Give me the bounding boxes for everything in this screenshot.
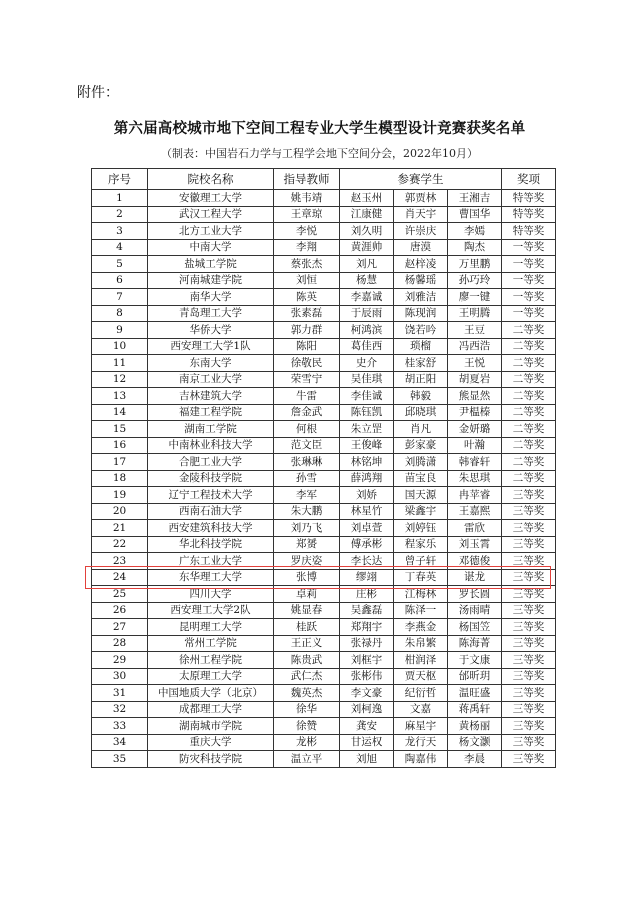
cell-number: 6 <box>92 272 148 289</box>
cell-university: 东南大学 <box>148 355 274 372</box>
cell-number: 11 <box>92 355 148 372</box>
cell-award: 三等奖 <box>502 487 556 504</box>
cell-number: 28 <box>92 635 148 652</box>
header-number: 序号 <box>92 169 148 190</box>
cell-student: 吴鑫磊 <box>340 602 394 619</box>
cell-student: 朱立罡 <box>340 421 394 438</box>
cell-advisor: 魏英杰 <box>274 685 340 702</box>
cell-student: 琐榴 <box>394 338 448 355</box>
cell-university: 防灾科技学院 <box>148 751 274 768</box>
cell-advisor: 詹金武 <box>274 404 340 421</box>
cell-student: 曹国华 <box>448 206 502 223</box>
cell-advisor: 郑赟 <box>274 536 340 553</box>
cell-student: 肖凡 <box>394 421 448 438</box>
cell-number: 32 <box>92 701 148 718</box>
cell-award: 三等奖 <box>502 734 556 751</box>
cell-number: 13 <box>92 388 148 405</box>
cell-award: 三等奖 <box>502 520 556 537</box>
cell-number: 24 <box>92 569 148 586</box>
cell-student: 缪翊 <box>340 569 394 586</box>
cell-student: 于辰雨 <box>340 305 394 322</box>
cell-student: 罗长圆 <box>448 586 502 603</box>
cell-student: 邰昕玥 <box>448 668 502 685</box>
cell-award: 三等奖 <box>502 685 556 702</box>
header-university: 院校名称 <box>148 169 274 190</box>
cell-student: 李燕金 <box>394 619 448 636</box>
table-row <box>92 305 556 322</box>
cell-university: 成都理工大学 <box>148 701 274 718</box>
table-row <box>92 371 556 388</box>
cell-university: 南华大学 <box>148 289 274 306</box>
cell-student: 刘久明 <box>340 223 394 240</box>
cell-student: 傅承彬 <box>340 536 394 553</box>
cell-student: 王豆 <box>448 322 502 339</box>
cell-number: 7 <box>92 289 148 306</box>
cell-student: 刘娇 <box>340 487 394 504</box>
cell-student: 郭贾林 <box>394 190 448 207</box>
cell-student: 林铭坤 <box>340 454 394 471</box>
cell-advisor: 朱大鹏 <box>274 503 340 520</box>
cell-award: 一等奖 <box>502 305 556 322</box>
cell-advisor: 徐华 <box>274 701 340 718</box>
cell-student: 桂家舒 <box>394 355 448 372</box>
cell-award: 三等奖 <box>502 635 556 652</box>
cell-student: 刘玉霄 <box>448 536 502 553</box>
cell-award: 一等奖 <box>502 239 556 256</box>
cell-student: 杨国笠 <box>448 619 502 636</box>
table-row <box>92 404 556 421</box>
cell-number: 3 <box>92 223 148 240</box>
cell-student: 朱帛繁 <box>394 635 448 652</box>
cell-advisor: 范文臣 <box>274 437 340 454</box>
cell-student: 黄杨丽 <box>448 718 502 735</box>
cell-advisor: 罗庆姿 <box>274 553 340 570</box>
cell-student: 龙行天 <box>394 734 448 751</box>
table-row <box>92 685 556 702</box>
cell-university: 中国地质大学（北京） <box>148 685 274 702</box>
cell-student: 杨文灏 <box>448 734 502 751</box>
cell-award: 二等奖 <box>502 470 556 487</box>
table-row <box>92 553 556 570</box>
cell-student: 饶若吟 <box>394 322 448 339</box>
cell-number: 9 <box>92 322 148 339</box>
cell-student: 冯西浩 <box>448 338 502 355</box>
cell-award: 三等奖 <box>502 586 556 603</box>
cell-student: 温旺盛 <box>448 685 502 702</box>
cell-advisor: 陈贵武 <box>274 652 340 669</box>
cell-student: 刘凡 <box>340 256 394 273</box>
cell-advisor: 卓莉 <box>274 586 340 603</box>
cell-award: 一等奖 <box>502 289 556 306</box>
cell-student: 刘婷钰 <box>394 520 448 537</box>
cell-student: 陶嘉伟 <box>394 751 448 768</box>
cell-advisor: 李军 <box>274 487 340 504</box>
cell-advisor: 龙彬 <box>274 734 340 751</box>
table-row <box>92 503 556 520</box>
table-header-row <box>92 169 556 190</box>
cell-university: 广东工业大学 <box>148 553 274 570</box>
cell-student: 韩毅 <box>394 388 448 405</box>
cell-university: 青岛理工大学 <box>148 305 274 322</box>
cell-number: 22 <box>92 536 148 553</box>
cell-number: 31 <box>92 685 148 702</box>
cell-student: 赵梓凌 <box>394 256 448 273</box>
cell-number: 21 <box>92 520 148 537</box>
cell-student: 李佳诚 <box>340 388 394 405</box>
cell-advisor: 刘乃飞 <box>274 520 340 537</box>
awards-table <box>91 168 556 768</box>
cell-student: 李长达 <box>340 553 394 570</box>
cell-number: 15 <box>92 421 148 438</box>
cell-student: 李晨 <box>448 751 502 768</box>
cell-student: 刘柯逸 <box>340 701 394 718</box>
cell-advisor: 何根 <box>274 421 340 438</box>
cell-student: 刘腾潇 <box>394 454 448 471</box>
cell-university: 昆明理工大学 <box>148 619 274 636</box>
cell-student: 胡正阳 <box>394 371 448 388</box>
cell-award: 三等奖 <box>502 536 556 553</box>
cell-number: 23 <box>92 553 148 570</box>
table-row <box>92 322 556 339</box>
cell-student: 葛佳西 <box>340 338 394 355</box>
cell-number: 12 <box>92 371 148 388</box>
cell-award: 三等奖 <box>502 701 556 718</box>
cell-student: 陈现润 <box>394 305 448 322</box>
cell-advisor: 王正义 <box>274 635 340 652</box>
cell-student: 梁鑫宇 <box>394 503 448 520</box>
cell-student: 麻星宇 <box>394 718 448 735</box>
cell-advisor: 郭力群 <box>274 322 340 339</box>
cell-student: 江康健 <box>340 206 394 223</box>
cell-student: 彭家豪 <box>394 437 448 454</box>
table-row <box>92 206 556 223</box>
cell-advisor: 牛雷 <box>274 388 340 405</box>
cell-award: 三等奖 <box>502 668 556 685</box>
table-row <box>92 520 556 537</box>
header-advisor: 指导教师 <box>274 169 340 190</box>
cell-student: 苗宝良 <box>394 470 448 487</box>
cell-student: 陈钰凯 <box>340 404 394 421</box>
table-row <box>92 470 556 487</box>
cell-student: 蒋禹轩 <box>448 701 502 718</box>
table-row <box>92 338 556 355</box>
table-row <box>92 437 556 454</box>
cell-university: 湖南城市学院 <box>148 718 274 735</box>
cell-university: 常州工学院 <box>148 635 274 652</box>
cell-advisor: 桂跃 <box>274 619 340 636</box>
cell-award: 二等奖 <box>502 388 556 405</box>
cell-award: 三等奖 <box>502 718 556 735</box>
cell-number: 30 <box>92 668 148 685</box>
cell-advisor: 徐赞 <box>274 718 340 735</box>
cell-university: 四川大学 <box>148 586 274 603</box>
cell-award: 一等奖 <box>502 256 556 273</box>
cell-advisor: 张素磊 <box>274 305 340 322</box>
cell-student: 王嘉熙 <box>448 503 502 520</box>
cell-advisor: 蔡张杰 <box>274 256 340 273</box>
document-subtitle: （制表：中国岩石力学与工程学会地下空间分会，2022年10月） <box>161 147 478 160</box>
cell-number: 10 <box>92 338 148 355</box>
cell-student: 孙巧玲 <box>448 272 502 289</box>
cell-university: 武汉工程大学 <box>148 206 274 223</box>
header-students: 参赛学生 <box>340 169 502 190</box>
cell-number: 29 <box>92 652 148 669</box>
cell-student: 胡夏岩 <box>448 371 502 388</box>
cell-student: 肖天宇 <box>394 206 448 223</box>
header-award: 奖项 <box>502 169 556 190</box>
cell-student: 许崇庆 <box>394 223 448 240</box>
table-row <box>92 421 556 438</box>
cell-student: 王悦 <box>448 355 502 372</box>
table-row <box>92 701 556 718</box>
cell-number: 27 <box>92 619 148 636</box>
cell-number: 20 <box>92 503 148 520</box>
cell-university: 福建工程学院 <box>148 404 274 421</box>
cell-advisor: 陈英 <box>274 289 340 306</box>
table-row <box>92 239 556 256</box>
cell-university: 西南石油大学 <box>148 503 274 520</box>
cell-university: 湖南工学院 <box>148 421 274 438</box>
cell-number: 34 <box>92 734 148 751</box>
table-row <box>92 668 556 685</box>
cell-advisor: 陈阳 <box>274 338 340 355</box>
cell-student: 甘运权 <box>340 734 394 751</box>
cell-student: 刘旭 <box>340 751 394 768</box>
cell-advisor: 荣雪宁 <box>274 371 340 388</box>
table-row <box>92 388 556 405</box>
cell-award: 二等奖 <box>502 421 556 438</box>
cell-university: 盐城工学院 <box>148 256 274 273</box>
cell-student: 赵玉州 <box>340 190 394 207</box>
cell-advisor: 武仁杰 <box>274 668 340 685</box>
cell-student: 朱思琪 <box>448 470 502 487</box>
cell-student: 郑翔宇 <box>340 619 394 636</box>
cell-university: 西安理工大学2队 <box>148 602 274 619</box>
cell-number: 18 <box>92 470 148 487</box>
cell-student: 刘框宇 <box>340 652 394 669</box>
cell-advisor: 李悦 <box>274 223 340 240</box>
cell-university: 西安理工大学1队 <box>148 338 274 355</box>
cell-student: 史介 <box>340 355 394 372</box>
cell-student: 雷欣 <box>448 520 502 537</box>
cell-student: 万里鹏 <box>448 256 502 273</box>
cell-university: 安徽理工大学 <box>148 190 274 207</box>
cell-student: 唐漠 <box>394 239 448 256</box>
cell-award: 特等奖 <box>502 190 556 207</box>
cell-university: 西安建筑科技大学 <box>148 520 274 537</box>
cell-award: 二等奖 <box>502 338 556 355</box>
cell-advisor: 姚显春 <box>274 602 340 619</box>
cell-student: 程家乐 <box>394 536 448 553</box>
cell-student: 林星竹 <box>340 503 394 520</box>
cell-university: 吉林建筑大学 <box>148 388 274 405</box>
cell-university: 金陵科技学院 <box>148 470 274 487</box>
cell-award: 特等奖 <box>502 223 556 240</box>
cell-student: 陈海菁 <box>448 635 502 652</box>
cell-student: 庄彬 <box>340 586 394 603</box>
cell-advisor: 刘恒 <box>274 272 340 289</box>
cell-number: 17 <box>92 454 148 471</box>
cell-student: 国天源 <box>394 487 448 504</box>
table-row <box>92 734 556 751</box>
cell-award: 三等奖 <box>502 751 556 768</box>
table-row <box>92 751 556 768</box>
cell-award: 三等奖 <box>502 602 556 619</box>
cell-number: 35 <box>92 751 148 768</box>
cell-university: 华侨大学 <box>148 322 274 339</box>
cell-student: 尹榅榛 <box>448 404 502 421</box>
cell-student: 廖一键 <box>448 289 502 306</box>
table-row <box>92 536 556 553</box>
cell-number: 16 <box>92 437 148 454</box>
table-row <box>92 569 556 586</box>
cell-award: 二等奖 <box>502 404 556 421</box>
cell-student: 刘雅洁 <box>394 289 448 306</box>
cell-number: 25 <box>92 586 148 603</box>
cell-student: 江梅林 <box>394 586 448 603</box>
cell-university: 重庆大学 <box>148 734 274 751</box>
cell-student: 吴佳琪 <box>340 371 394 388</box>
document-title: 第六届高校城市地下空间工程专业大学生模型设计竞赛获奖名单 <box>113 120 526 137</box>
cell-student: 汤雨晴 <box>448 602 502 619</box>
cell-advisor: 温立平 <box>274 751 340 768</box>
cell-student: 文嘉 <box>394 701 448 718</box>
cell-student: 刘卓萱 <box>340 520 394 537</box>
cell-university: 中南林业科技大学 <box>148 437 274 454</box>
cell-student: 李文豪 <box>340 685 394 702</box>
table-row <box>92 223 556 240</box>
cell-student: 邓德俊 <box>448 553 502 570</box>
table-row <box>92 619 556 636</box>
table-row <box>92 289 556 306</box>
cell-advisor: 李翔 <box>274 239 340 256</box>
cell-student: 薛鸿翔 <box>340 470 394 487</box>
cell-student: 王湘吉 <box>448 190 502 207</box>
cell-number: 4 <box>92 239 148 256</box>
cell-number: 14 <box>92 404 148 421</box>
cell-award: 特等奖 <box>502 206 556 223</box>
cell-advisor: 孙雪 <box>274 470 340 487</box>
cell-student: 曾子轩 <box>394 553 448 570</box>
cell-university: 华北科技学院 <box>148 536 274 553</box>
cell-award: 三等奖 <box>502 553 556 570</box>
cell-student: 杨馨瑶 <box>394 272 448 289</box>
cell-student: 谌龙 <box>448 569 502 586</box>
cell-award: 二等奖 <box>502 454 556 471</box>
cell-advisor: 王章琼 <box>274 206 340 223</box>
table-row <box>92 190 556 207</box>
cell-university: 辽宁工程技术大学 <box>148 487 274 504</box>
cell-number: 8 <box>92 305 148 322</box>
cell-student: 丁春英 <box>394 569 448 586</box>
cell-number: 1 <box>92 190 148 207</box>
cell-award: 三等奖 <box>502 619 556 636</box>
cell-award: 一等奖 <box>502 272 556 289</box>
cell-student: 柑润泽 <box>394 652 448 669</box>
cell-student: 张彬伟 <box>340 668 394 685</box>
cell-university: 徐州工程学院 <box>148 652 274 669</box>
cell-student: 王俊峰 <box>340 437 394 454</box>
cell-advisor: 徐敬民 <box>274 355 340 372</box>
cell-student: 柯鸿滨 <box>340 322 394 339</box>
cell-number: 26 <box>92 602 148 619</box>
table-row <box>92 652 556 669</box>
cell-student: 陈泽一 <box>394 602 448 619</box>
cell-award: 二等奖 <box>502 371 556 388</box>
cell-number: 5 <box>92 256 148 273</box>
cell-student: 金妍璐 <box>448 421 502 438</box>
table-row <box>92 602 556 619</box>
cell-student: 于文康 <box>448 652 502 669</box>
attachment-label: 附件： <box>77 85 119 101</box>
cell-student: 杨慧 <box>340 272 394 289</box>
cell-university: 太原理工大学 <box>148 668 274 685</box>
cell-number: 33 <box>92 718 148 735</box>
table-row <box>92 256 556 273</box>
table-row <box>92 718 556 735</box>
cell-student: 韩睿轩 <box>448 454 502 471</box>
cell-award: 二等奖 <box>502 355 556 372</box>
cell-award: 二等奖 <box>502 322 556 339</box>
cell-student: 李嫣 <box>448 223 502 240</box>
cell-university: 北方工业大学 <box>148 223 274 240</box>
cell-student: 张禄丹 <box>340 635 394 652</box>
cell-student: 龚安 <box>340 718 394 735</box>
cell-award: 三等奖 <box>502 503 556 520</box>
cell-student: 冉苹睿 <box>448 487 502 504</box>
cell-university: 合肥工业大学 <box>148 454 274 471</box>
table-row <box>92 454 556 471</box>
cell-university: 河南城建学院 <box>148 272 274 289</box>
cell-student: 李嘉诚 <box>340 289 394 306</box>
table-row <box>92 355 556 372</box>
table-row <box>92 487 556 504</box>
table-row <box>92 635 556 652</box>
cell-award: 三等奖 <box>502 569 556 586</box>
cell-student: 王明腾 <box>448 305 502 322</box>
table-row <box>92 272 556 289</box>
cell-student: 纪衍哲 <box>394 685 448 702</box>
cell-student: 熊显然 <box>448 388 502 405</box>
cell-student: 陶杰 <box>448 239 502 256</box>
cell-student: 邱晓琪 <box>394 404 448 421</box>
cell-advisor: 张琳琳 <box>274 454 340 471</box>
cell-university: 东华理工大学 <box>148 569 274 586</box>
cell-advisor: 张博 <box>274 569 340 586</box>
cell-student: 贾天枢 <box>394 668 448 685</box>
cell-university: 中南大学 <box>148 239 274 256</box>
cell-award: 三等奖 <box>502 652 556 669</box>
cell-university: 南京工业大学 <box>148 371 274 388</box>
cell-number: 2 <box>92 206 148 223</box>
cell-student: 叶瀚 <box>448 437 502 454</box>
cell-student: 黄涯帅 <box>340 239 394 256</box>
cell-award: 二等奖 <box>502 437 556 454</box>
table-row <box>92 586 556 603</box>
cell-number: 19 <box>92 487 148 504</box>
cell-advisor: 姚韦靖 <box>274 190 340 207</box>
